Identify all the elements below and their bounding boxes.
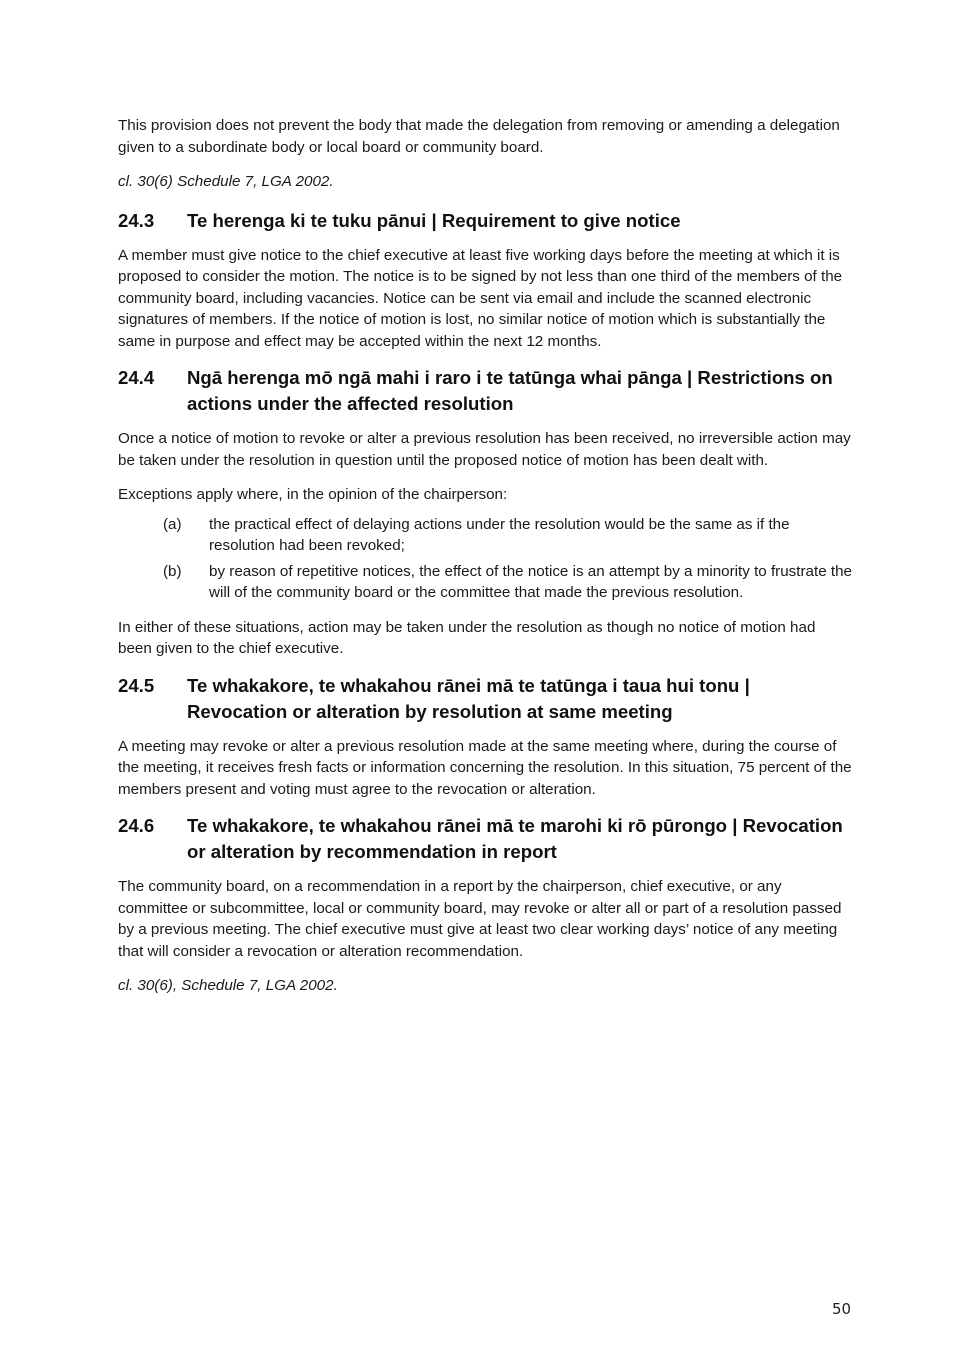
list-item-label: (b) [163,562,182,580]
section-paragraph: The community board, on a recommendation in a report by the chairperson, chief executive, or any committee or subcommittee, local or community board, may revoke or alter all or part of a resolution passed by a previous meeting. The chief executive must give at least two clear working days’ notice of any meeting that will consider a revocation or alteration recommendation. [118,878,842,960]
exceptions-list [118,514,853,604]
section-paragraph: Once a notice of motion to revoke or alter a previous resolution has been received, no irreversible action may be taken under the resolution in question until the proposed notice of motion has been dealt with. [118,430,851,469]
section-title: Te herenga ki te tuku pānui | Requirement to give notice [187,209,681,231]
intro-paragraph: This provision does not prevent the body that made the delegation from removing or amending a delegation given to a subordinate body or local board or community board. [118,117,840,156]
list-item-label: (a) [163,515,182,533]
section-number: 24.4 [118,367,155,388]
intro-citation: cl. 30(6) Schedule 7, LGA 2002. [118,173,334,190]
section-number: 24.6 [118,815,155,836]
section-heading-24-3 [118,208,853,234]
list-item [118,514,853,557]
section-citation: cl. 30(6), Schedule 7, LGA 2002. [118,977,338,994]
section-title: Te whakakore, te whakahou rānei mā te tatūnga i taua hui tonu | Revocation or alteration by resolution at same meeting [187,674,750,722]
list-item-text: the practical effect of delaying actions under the resolution would be the same as if the resolution had been revoked; [209,515,790,554]
section-paragraph: In either of these situations, action may be taken under the resolution as though no notice of motion had been given to the chief executive. [118,618,816,657]
section-heading-24-6 [118,813,853,865]
list-item [118,561,853,604]
section-heading-24-4 [118,365,853,417]
section-heading-24-5 [118,673,853,725]
document-page [118,115,853,1012]
page-number: 50 [832,1300,852,1318]
section-paragraph: A meeting may revoke or alter a previous resolution made at the same meeting where, during the course of the meeting, it receives fresh facts or information concerning the resolution. In this situation, 75 percent of the members present and voting must agree to the revocation or alteration. [118,737,852,798]
section-paragraph: A member must give notice to the chief executive at least five working days before the meeting at which it is proposed to consider the motion. The notice is to be signed by not less than one third of the members of the community board, including vacancies. Notice can be sent via email and include the scanned electronic signatures of members. If the notice of motion is lost, no similar notice of motion which is substantially the same in purpose and effect may be accepted within the next 12 months. [118,246,843,350]
section-number: 24.3 [118,209,155,231]
section-paragraph: Exceptions apply where, in the opinion of the chairperson: [118,486,508,503]
list-item-text: by reason of repetitive notices, the effect of the notice is an attempt by a minority to frustrate the will of the community board or the committee that made the previous resolution. [209,562,852,601]
section-number: 24.5 [118,674,155,696]
section-title: Ngā herenga mō ngā mahi i raro i te tatūnga whai pānga | Restrictions on actions under the affected resolution [187,367,833,414]
section-title: Te whakakore, te whakahou rānei mā te marohi ki rō pūrongo | Revocation or alteration by recommendation in report [187,815,843,862]
